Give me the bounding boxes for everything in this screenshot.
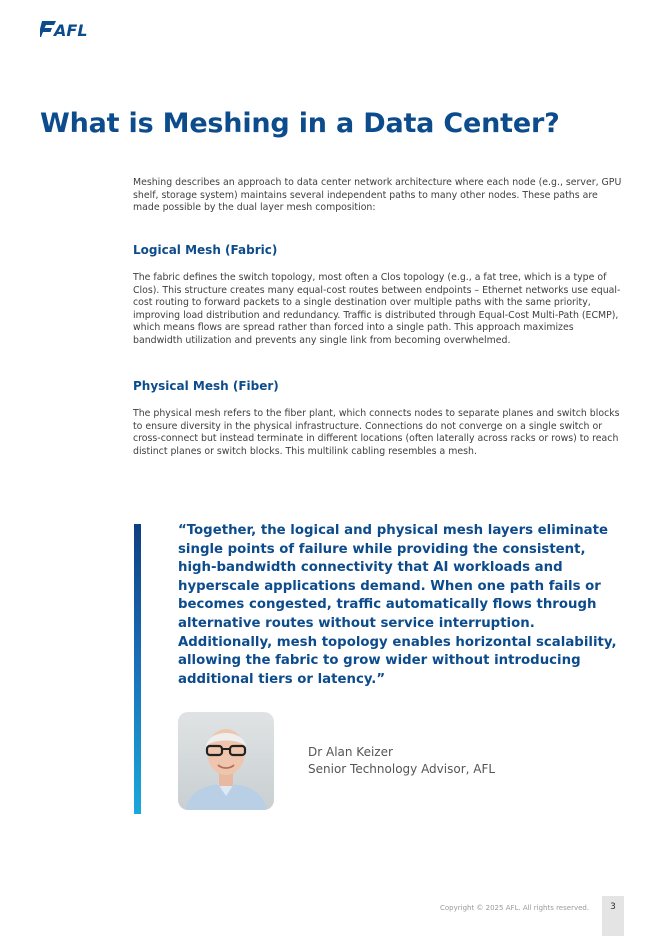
quote-accent-bar — [134, 524, 141, 814]
intro-paragraph: Meshing describes an approach to data center network architecture where each node (e.g., server, GPU shelf, storage system) maintains several independent paths to many other nodes. These paths are made possible by the dual layer mesh composition: — [133, 177, 622, 214]
author-name: Dr Alan Keizer — [308, 745, 393, 759]
author-portrait-icon — [178, 712, 274, 810]
section-paragraph: The fabric defines the switch topology, most often a Clos topology (e.g., a fat tree, which is a type of Clos). This structure creates many equal-cost routes between endpoints – Ethernet networks use equal-cost routing to forward packets to a single destination over multiple paths with the same priority, improving load distribution and redundancy. Traffic is distributed through Equal-Cost Multi-Path (ECMP), which means flows are spread rather than forced into a single path. This approach maximizes bandwidth utilization and prevents any single link from becoming overwhelmed. — [133, 272, 621, 346]
section-heading: Physical Mesh (Fiber) — [133, 379, 279, 393]
afl-logo-icon — [40, 19, 96, 39]
page-number: 3 — [610, 902, 616, 912]
page-number-box — [602, 896, 624, 936]
intro-block — [133, 177, 623, 215]
section-logical-mesh — [133, 243, 623, 257]
copyright-notice: Copyright © 2025 AFL. All rights reserved. — [440, 904, 590, 912]
pull-quote: “Together, the logical and physical mesh layers eliminate single points of failure while providing the consistent, high-bandwidth connectivity that AI workloads and hyperscale applications demand. When one path fails or becomes congested, traffic automatically flows through alternative routes without service interruption. Additionally, mesh topology enables horizontal scalability, allowing the fabric to grow wider without introducing additional tiers or latency.” — [178, 523, 617, 687]
section-physical-mesh-body — [133, 408, 623, 458]
afl-logo — [40, 19, 96, 39]
section-paragraph: The physical mesh refers to the fiber plant, which connects nodes to separate planes and switch blocks to ensure diversity in the physical infrastructure. Connections do not converge on a single switch or cross-connect but instead terminate in different locations (often laterally across racks or rows) to reach distinct planes or switch blocks. This multilink cabling resembles a mesh. — [133, 408, 620, 457]
page-title: What is Meshing in a Data Center? — [40, 108, 560, 139]
author-title: Senior Technology Advisor, AFL — [308, 762, 496, 776]
section-heading: Logical Mesh (Fabric) — [133, 243, 278, 257]
section-physical-mesh — [133, 379, 623, 393]
section-logical-mesh-body — [133, 272, 623, 348]
logo-text: AFL — [54, 21, 88, 39]
author-photo — [178, 712, 274, 810]
